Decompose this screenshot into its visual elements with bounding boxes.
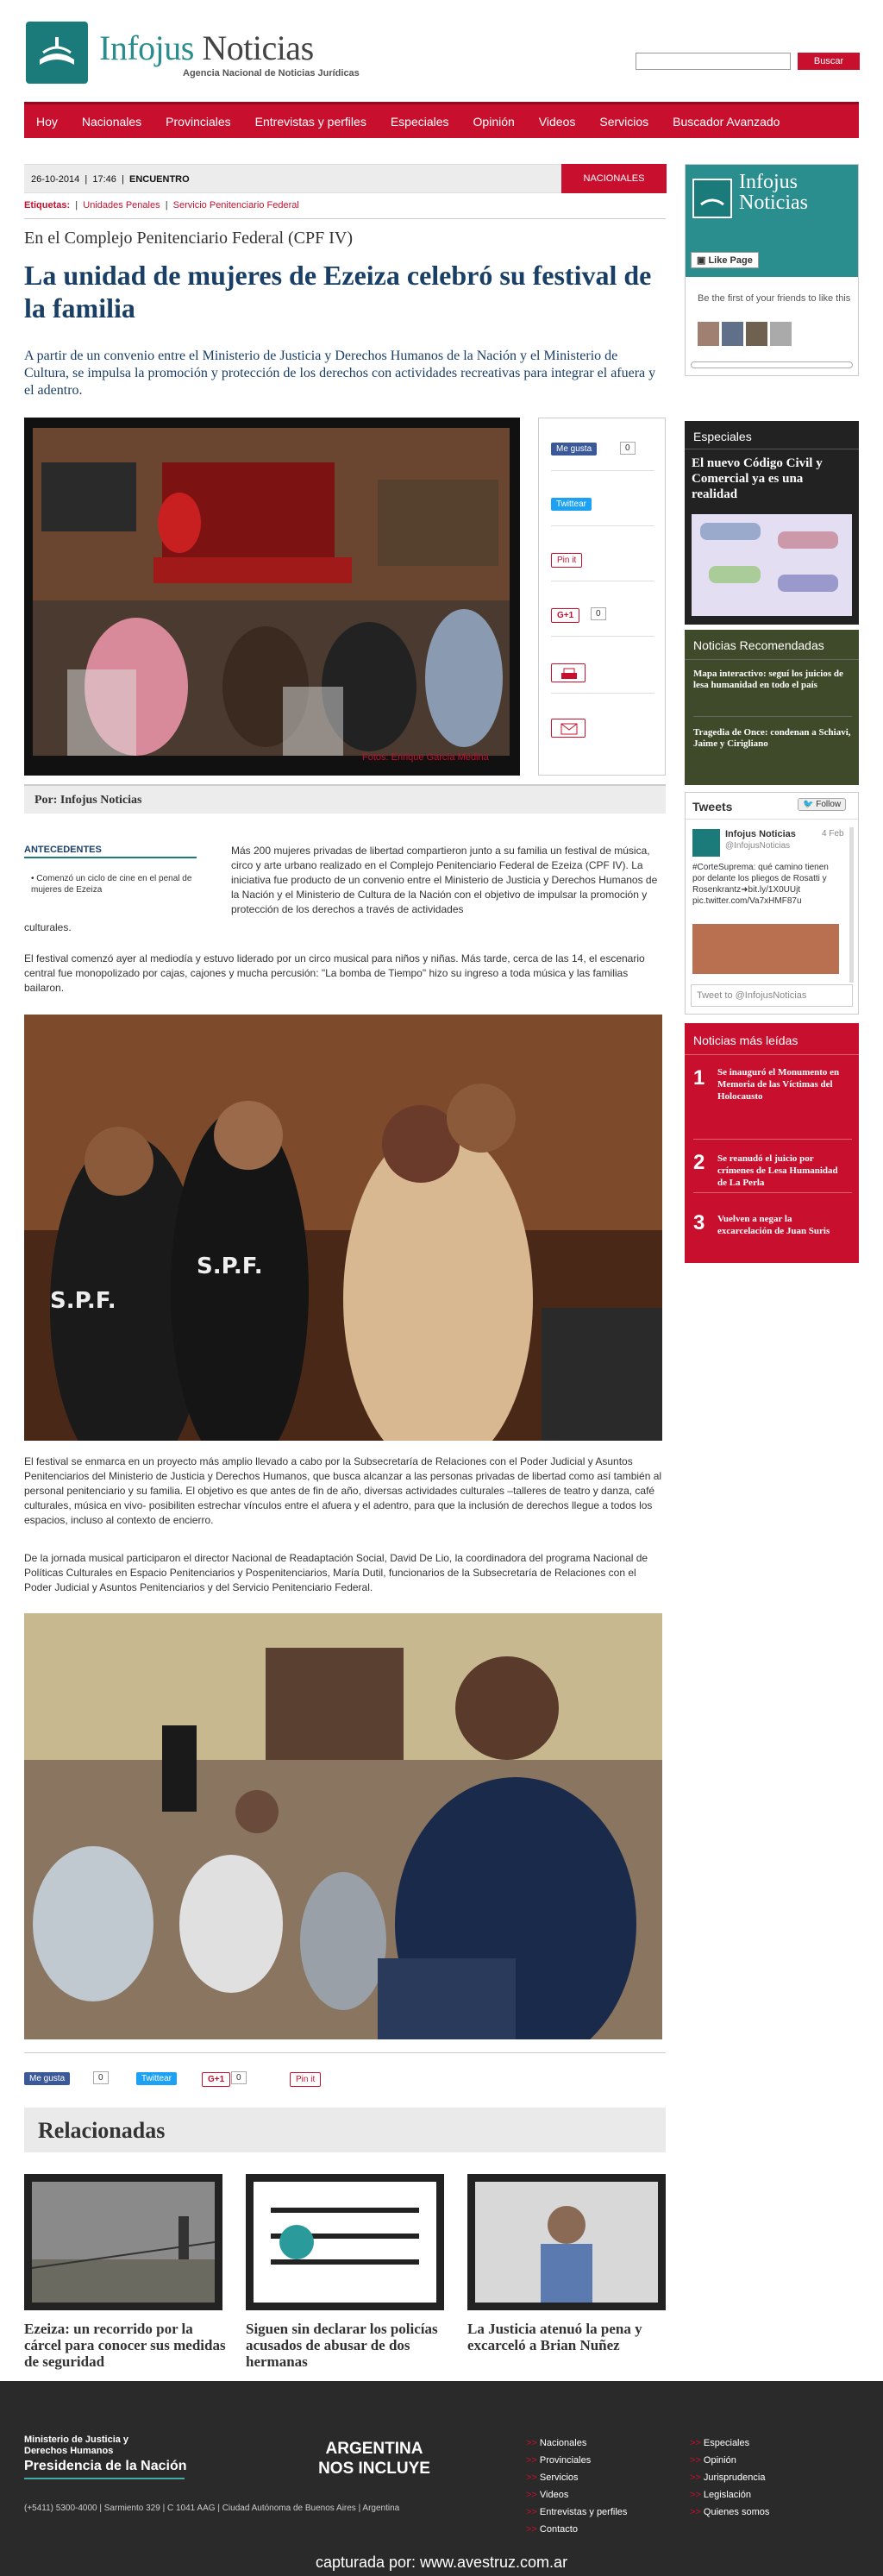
divider [686, 819, 858, 820]
nav-item-provinciales[interactable]: Provinciales [166, 114, 231, 129]
related-header [24, 2108, 666, 2152]
divider [693, 1139, 852, 1140]
footer-link[interactable]: >> Opinión [690, 2455, 736, 2466]
svg-text:S.P.F.: S.P.F. [197, 1253, 263, 1279]
article-datetime: 26-10-2014 | 17:46 | ENCUENTRO [31, 174, 190, 185]
tags-label: Etiquetas: [24, 200, 71, 210]
footer-address: (+5411) 5300-4000 | Sarmiento 329 | C 1041 AAG | Ciudad Autónoma de Buenos Aires | Argentina [24, 2504, 400, 2513]
article-main-photo[interactable] [24, 418, 520, 776]
tweet-handle: @InfojusNoticias [725, 841, 791, 851]
footer-link-label: Videos [539, 2490, 569, 2500]
divider [24, 218, 666, 219]
google-plus-count: 0 [591, 607, 606, 620]
related-title-link[interactable]: La Justicia atenuó la pena y excarceló a Brian Nuñez [467, 2321, 642, 2353]
footer-link[interactable]: >> Legislación [690, 2490, 751, 2500]
twitter-widget [685, 792, 859, 1015]
mas-leidas-widget [685, 1023, 859, 1263]
tweets-title: Tweets [692, 800, 733, 814]
divider [551, 525, 654, 526]
divider [24, 2052, 666, 2053]
article-paragraph: El festival se enmarca en un proyecto más amplio llevado a cabo por la Subsecretaría de Relaciones con el Poder Judicial y Asuntos Penitenciarios del Ministerio de Justicia y Derechos Humanos, que busca alcanzar a las personas privadas de libertad como así también al personal penitenciario y su familia. El objetivo es que antes de fin de año, diversas actividades culturales –talleres de teatro y danza, café culturales, música en vivo- posibiliten estrechar vínculos entre el afuera y el adentro, para que la inclusión de derechos llegue a todos los espacios, incluso al contexto de encierro. [24, 1455, 662, 1526]
capture-credit: capturada por: www.avestruz.com.ar [315, 2554, 568, 2571]
search-button[interactable]: Buscar [798, 53, 860, 70]
article-paragraph-end: culturales. [24, 921, 72, 933]
mas-leida-link[interactable]: Vuelven a negar la excarcelación de Juan Suris [717, 1214, 830, 1236]
facebook-friend-avatars [698, 322, 792, 348]
nav-item-buscador[interactable]: Buscador Avanzado [673, 114, 780, 129]
nav-item-nacionales[interactable]: Nacionales [81, 114, 142, 129]
logo-wordmark[interactable] [99, 29, 314, 67]
share-bar-bottom [24, 2070, 666, 2089]
mas-leidas-title: Noticias más leídas [693, 1034, 798, 1047]
share-sidebar [538, 418, 666, 776]
nav-item-servicios[interactable]: Servicios [599, 114, 649, 129]
divider [551, 636, 654, 637]
tweet-image[interactable] [692, 924, 839, 974]
antecedentes-item-text: Comenzó un ciclo de cine en el penal de mujeres de Ezeiza [31, 874, 192, 895]
recomendada-link[interactable]: Mapa interactivo: seguí los juicios de lesa humanidad en todo el país [693, 669, 843, 690]
photo-credit: Fotos: Enrique García Medina [362, 752, 489, 763]
especiales-image[interactable] [692, 514, 852, 616]
google-plus-count: 0 [231, 2071, 247, 2084]
twitter-avatar[interactable] [692, 829, 720, 857]
facebook-count: 0 [93, 2071, 109, 2084]
google-plus-button[interactable]: G+1 [202, 2072, 230, 2087]
divider [24, 2478, 185, 2479]
especiales-title: Especiales [693, 430, 752, 443]
email-icon[interactable] [551, 719, 586, 738]
footer-link[interactable]: >> Contacto [526, 2524, 578, 2535]
article-paragraph: Más 200 mujeres privadas de libertad compartieron junto a su familia un festival de música, circo y arte urbano realizado en el Complejo Penitenciario Federal de Ezeiza (CPF IV). La iniciativa fue producto de un convenio entre el Ministerio de Justicia y Derechos Humanos de la Nación y el Ministerio de Cultura de la Nación con el objetivo de impulsar la promoción y protección de los derechos a través de actividades [231, 845, 658, 915]
tag-link[interactable]: Servicio Penitenciario Federal [172, 200, 299, 210]
footer-ministerio[interactable]: Ministerio de Justicia y Derechos Humanos [24, 2435, 129, 2456]
rank-number: 1 [693, 1066, 705, 1090]
pinterest-button[interactable]: Pin it [551, 553, 582, 568]
tweet-button[interactable]: Twittear [136, 2072, 177, 2085]
related-image[interactable] [246, 2174, 444, 2310]
svg-text:S.P.F.: S.P.F. [50, 1288, 116, 1314]
footer-link[interactable]: >> Nacionales [526, 2438, 587, 2448]
especiales-widget [685, 421, 859, 625]
footer-argentina-logo: ARGENTINA NOS INCLUYE [318, 2440, 430, 2478]
article-date: 26-10-2014 [31, 174, 80, 185]
article-lead: A partir de un convenio entre el Ministerio de Justicia y Derechos Humanos de la Nación y el Ministerio de Cultura, se impulsa la promoción y protección de los derechos con actividades recreativas para integrar el afuera y el adentro. [24, 349, 656, 398]
horizontal-scrollbar[interactable] [691, 361, 853, 368]
related-title-link[interactable]: Ezeiza: un recorrido por la cárcel para conocer sus medidas de seguridad [24, 2321, 226, 2370]
tweet-text[interactable]: #CorteSuprema: qué camino tienen por delante los pliegos de Rosatti y Rosenkrantz➜bit.ly/1X0UUjt pic.twitter.com/Va7xHMF87u [692, 863, 829, 906]
article-headline: La unidad de mujeres de Ezeiza celebró su festival de la familia [24, 260, 652, 324]
facebook-page-widget [685, 164, 859, 376]
footer-link-label: Contacto [539, 2524, 578, 2535]
footer-link-label: Legislación [703, 2490, 751, 2500]
footer-link[interactable]: >> Especiales [690, 2438, 750, 2448]
twitter-follow-button[interactable]: 🐦 Follow [798, 798, 846, 811]
footer-link[interactable]: >> Servicios [526, 2472, 579, 2483]
antecedentes-link[interactable]: • Comenzó un ciclo de cine en el penal de mujeres de Ezeiza [31, 874, 192, 895]
article-photo[interactable] [24, 1015, 662, 1441]
tweet-to-input[interactable]: Tweet to @InfojusNoticias [691, 984, 853, 1007]
article-paragraph: De la jornada musical participaron el director Nacional de Readaptación Social, David De Lio, la coordinadora del programa Nacional de Políticas Culturales en Espacio Penitenciarios y Pospenitenciarios, María Dutil, funcionarios de la Subsecretaría de Relaciones con el Poder Judicial y Asuntos Penitenciarios y del Servicio Penitenciario Federal. [24, 1552, 648, 1593]
divider [685, 1054, 859, 1055]
footer-link-label: Quienes somos [703, 2507, 770, 2517]
article-paragraph: El festival comenzó ayer al mediodía y estuvo liderado por un circo musical para niños y niñas. Más tarde, cerca de las 14, el escenario central fue monopolizado por cajas, cajones y mucha percusión: "La bomba de Tiempo" hizo su ingreso a toda música y las familias bailaron. [24, 952, 645, 994]
tag-link[interactable]: Unidades Penales [83, 200, 160, 210]
tweet-user[interactable]: Infojus Noticias [725, 829, 796, 839]
rank-number: 2 [693, 1151, 705, 1174]
tags-row: Etiquetas: | Unidades Penales | Servicio Penitenciario Federal [24, 200, 299, 210]
divider [693, 716, 852, 717]
footer-link[interactable]: >> Videos [526, 2490, 569, 2500]
google-plus-button[interactable]: G+1 [551, 608, 579, 623]
facebook-like-button[interactable]: Me gusta [24, 2072, 70, 2085]
article-meta-bar [24, 164, 666, 193]
nav-item-especiales[interactable]: Especiales [390, 114, 449, 129]
recomendadas-title: Noticias Recomendadas [693, 638, 824, 652]
related-title: Relacionadas [38, 2118, 166, 2143]
footer-link-label: Jurisprudencia [703, 2472, 766, 2483]
footer-link-label: Servicios [539, 2472, 579, 2483]
follow-label: Follow [816, 800, 842, 809]
logo-brand: Infojus [99, 28, 194, 67]
facebook-like-button[interactable]: Me gusta [551, 443, 597, 456]
print-icon[interactable] [551, 663, 586, 682]
nav-item-opinion[interactable]: Opinión [473, 114, 515, 129]
article-kicker: En el Complejo Penitenciario Federal (CPF IV) [24, 229, 354, 248]
nav-item-hoy[interactable]: Hoy [36, 114, 58, 129]
facebook-avatar [692, 179, 732, 218]
section-badge[interactable]: NACIONALES [561, 164, 667, 193]
facebook-cover[interactable] [686, 165, 858, 277]
footer-link[interactable]: >> Provinciales [526, 2455, 592, 2466]
antecedentes-title: ANTECEDENTES [24, 845, 102, 855]
facebook-like-page-button[interactable]: ▣ Like Page [691, 252, 759, 268]
facebook-friends-text: Be the first of your friends to like this [698, 293, 851, 304]
nav-item-videos[interactable]: Videos [538, 114, 576, 129]
article-photo[interactable] [24, 1613, 662, 2039]
footer-presidencia[interactable]: Presidencia de la Nación [24, 2459, 187, 2473]
footer-link-label: Nacionales [539, 2438, 587, 2448]
facebook-count: 0 [620, 442, 636, 455]
footer [0, 2381, 883, 2576]
related-title-link[interactable]: Siguen sin declarar los policías acusados de abusar de dos hermanas [246, 2321, 438, 2370]
vertical-scrollbar[interactable] [849, 827, 854, 983]
pinterest-button[interactable]: Pin it [290, 2072, 321, 2087]
footer-link-label: Opinión [703, 2455, 736, 2466]
footer-link-label: Especiales [703, 2438, 750, 2448]
main-nav [24, 102, 859, 138]
logo-icon[interactable] [26, 22, 88, 84]
facebook-page-name[interactable]: Infojus Noticias [739, 171, 808, 214]
article-author: Por: Infojus Noticias [24, 784, 666, 814]
divider [551, 470, 654, 471]
search-input[interactable] [636, 53, 791, 70]
divider [24, 857, 197, 858]
footer-link-label: Provinciales [539, 2455, 592, 2466]
footer-link[interactable]: >> Jurisprudencia [690, 2472, 766, 2483]
footer-link-label: Entrevistas y perfiles [539, 2507, 628, 2517]
footer-link[interactable]: >> Entrevistas y perfiles [526, 2507, 628, 2517]
rank-number: 3 [693, 1211, 705, 1235]
footer-link[interactable]: >> Quienes somos [690, 2507, 770, 2517]
facebook-like-label: Like Page [708, 255, 753, 266]
related-image[interactable] [467, 2174, 666, 2310]
mas-leida-link[interactable]: Se reanudó el juicio por crímenes de Lesa Humanidad de La Perla [717, 1153, 838, 1188]
logo-brand2: Noticias [202, 28, 314, 67]
especiales-link[interactable]: El nuevo Código Civil y Comercial ya es una realidad [692, 456, 823, 501]
tweet-button[interactable]: Twittear [551, 498, 592, 511]
logo-tagline: Agencia Nacional de Noticias Jurídicas [183, 68, 360, 79]
tweet-date: 4 Feb [822, 829, 844, 839]
related-image[interactable] [24, 2174, 222, 2310]
article-time: 17:46 [92, 174, 116, 185]
mas-leida-link[interactable]: Se inauguró el Monumento en Memoria de las Víctimas del Holocausto [717, 1067, 840, 1102]
article-tag-section: ENCUENTRO [129, 174, 190, 185]
divider [693, 1192, 852, 1193]
divider [551, 693, 654, 694]
divider [685, 659, 859, 660]
nav-item-entrevistas[interactable]: Entrevistas y perfiles [254, 114, 366, 129]
recomendadas-widget [685, 630, 859, 785]
recomendada-link[interactable]: Tragedia de Once: condenan a Schiavi, Jaime y Cirigliano [693, 727, 851, 749]
